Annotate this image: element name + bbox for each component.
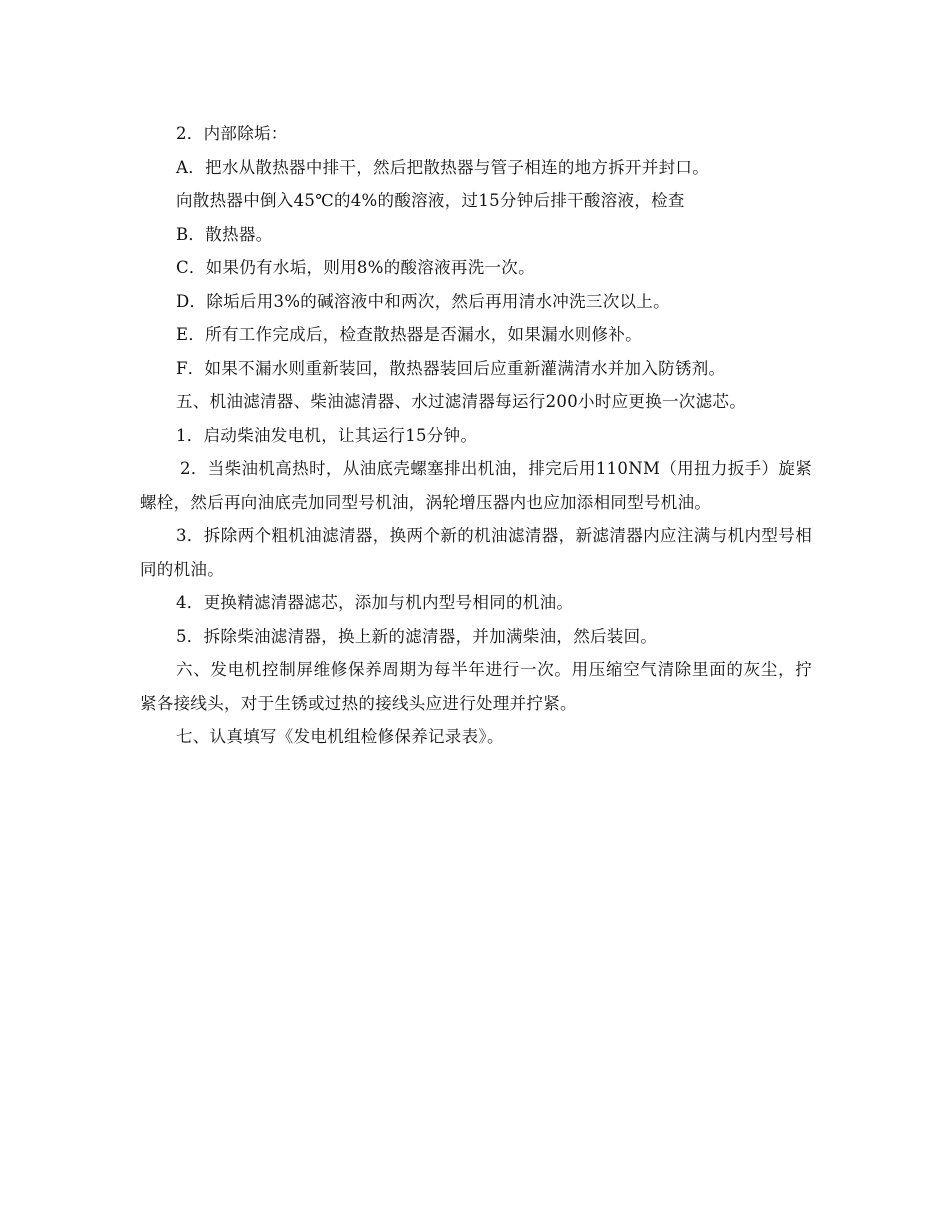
paragraph-step-3: 3．拆除两个粗机油滤清器，换两个新的机油滤清器，新滤清器内应注满与机内型号相同的机油。	[140, 526, 812, 579]
paragraph-acid-solution: 向散热器中倒入45℃的4%的酸溶液，过15分钟后排干酸溶液，检查	[176, 191, 685, 210]
paragraph-step-a: A．把水从散热器中排干，然后把散热器与管子相连的地方拆开并封口。	[176, 157, 710, 177]
paragraph-step-b: B．散热器。	[176, 224, 273, 244]
paragraph-step-5: 5．拆除柴油滤清器，换上新的滤清器，并加满柴油，然后装回。	[176, 626, 658, 646]
paragraph-step-d: D．除垢后用3%的碱溶液中和两次，然后再用清水冲洗三次以上。	[176, 291, 670, 311]
paragraph-step-2: 2．当柴油机高热时，从油底壳螺塞排出机油，排完后用110NM（用扭力扳手）旋紧螺栓，然后再向油底壳加同型号机油，涡轮增压器内也应加添相同型号机油。	[140, 459, 812, 512]
paragraph-step-f: F．如果不漏水则重新装回，散热器装回后应重新灌满清水并加入防锈剂。	[176, 358, 726, 378]
paragraph-section-seven: 七、认真填写《发电机组检修保养记录表》。	[176, 727, 504, 746]
paragraph-step-e: E．所有工作完成后，检查散热器是否漏水，如果漏水则修补。	[176, 325, 642, 344]
paragraph-section-six: 六、发电机控制屏维修保养周期为每半年进行一次。用压缩空气清除里面的灰尘，拧紧各接线头，对于生锈或过热的接线头应进行处理并拧紧。	[140, 660, 812, 713]
paragraph-section-five: 五、机油滤清器、柴油滤清器、水过滤清器每运行200小时应更换一次滤芯。	[176, 392, 746, 411]
paragraph-step-1: 1．启动柴油发电机，让其运行15分钟。	[176, 425, 478, 445]
paragraph-step-4: 4．更换精滤清器滤芯，添加与机内型号相同的机油。	[176, 593, 574, 612]
paragraph-internal-descaling-heading: 2．内部除垢：	[176, 124, 288, 143]
document-body	[140, 117, 812, 754]
paragraph-step-c: C．如果仍有水垢，则用8%的酸溶液再洗一次。	[176, 258, 535, 277]
